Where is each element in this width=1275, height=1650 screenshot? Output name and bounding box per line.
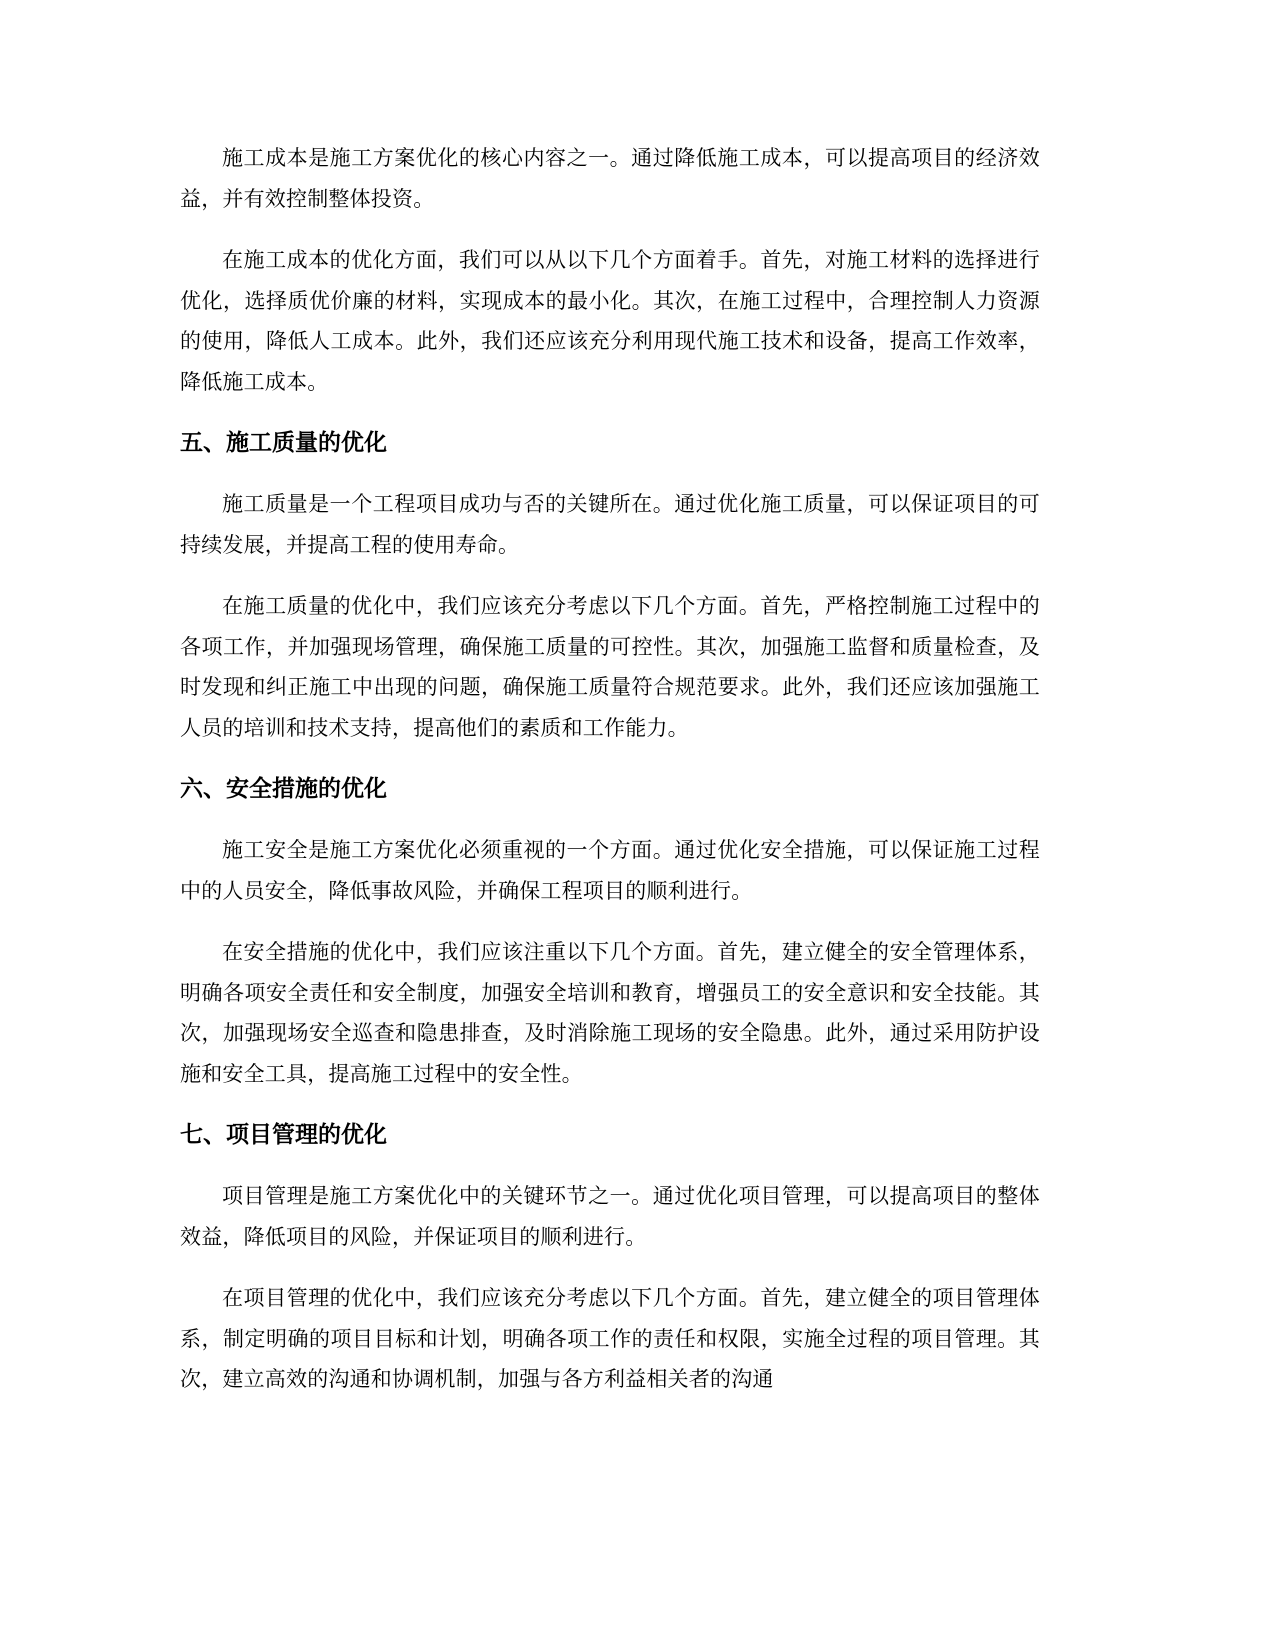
paragraph-management-detail: 在项目管理的优化中，我们应该充分考虑以下几个方面。首先，建立健全的项目管理体系，制定明确的项目目标和计划，明确各项工作的责任和权限，实施全过程的项目管理。其次，建立高效的沟通和协调机制，加强与各方利益相关者的沟通 xyxy=(180,1286,1040,1391)
paragraph-safety-intro: 施工安全是施工方案优化必须重视的一个方面。通过优化安全措施，可以保证施工过程中的人员安全，降低事故风险，并确保工程项目的顺利进行。 xyxy=(180,838,1040,903)
paragraph-management-intro: 项目管理是施工方案优化中的关键环节之一。通过优化项目管理，可以提高项目的整体效益，降低项目的风险，并保证项目的顺利进行。 xyxy=(180,1184,1040,1249)
paragraph-cost-detail: 在施工成本的优化方面，我们可以从以下几个方面着手。首先，对施工材料的选择进行优化，选择质优价廉的材料，实现成本的最小化。其次，在施工过程中，合理控制人力资源的使用，降低人工成本。此外，我们还应该充分利用现代施工技术和设备，提高工作效率，降低施工成本。 xyxy=(180,248,1040,394)
document-page xyxy=(180,138,1040,1421)
section-heading-safety: 六、安全措施的优化 xyxy=(180,776,387,802)
paragraph-cost-intro: 施工成本是施工方案优化的核心内容之一。通过降低施工成本，可以提高项目的经济效益，并有效控制整体投资。 xyxy=(180,146,1040,211)
paragraph-safety-detail: 在安全措施的优化中，我们应该注重以下几个方面。首先，建立健全的安全管理体系，明确各项安全责任和安全制度，加强安全培训和教育，增强员工的安全意识和安全技能。其次，加强现场安全巡查和隐患排查，及时消除施工现场的安全隐患。此外，通过采用防护设施和安全工具，提高施工过程中的安全性。 xyxy=(180,940,1040,1086)
section-heading-project-management: 七、项目管理的优化 xyxy=(180,1122,387,1148)
paragraph-quality-detail: 在施工质量的优化中，我们应该充分考虑以下几个方面。首先，严格控制施工过程中的各项工作，并加强现场管理，确保施工质量的可控性。其次，加强施工监督和质量检查，及时发现和纠正施工中出现的问题，确保施工质量符合规范要求。此外，我们还应该加强施工人员的培训和技术支持，提高他们的素质和工作能力。 xyxy=(180,594,1040,740)
section-heading-quality: 五、施工质量的优化 xyxy=(180,430,387,456)
paragraph-quality-intro: 施工质量是一个工程项目成功与否的关键所在。通过优化施工质量，可以保证项目的可持续发展，并提高工程的使用寿命。 xyxy=(180,492,1040,557)
